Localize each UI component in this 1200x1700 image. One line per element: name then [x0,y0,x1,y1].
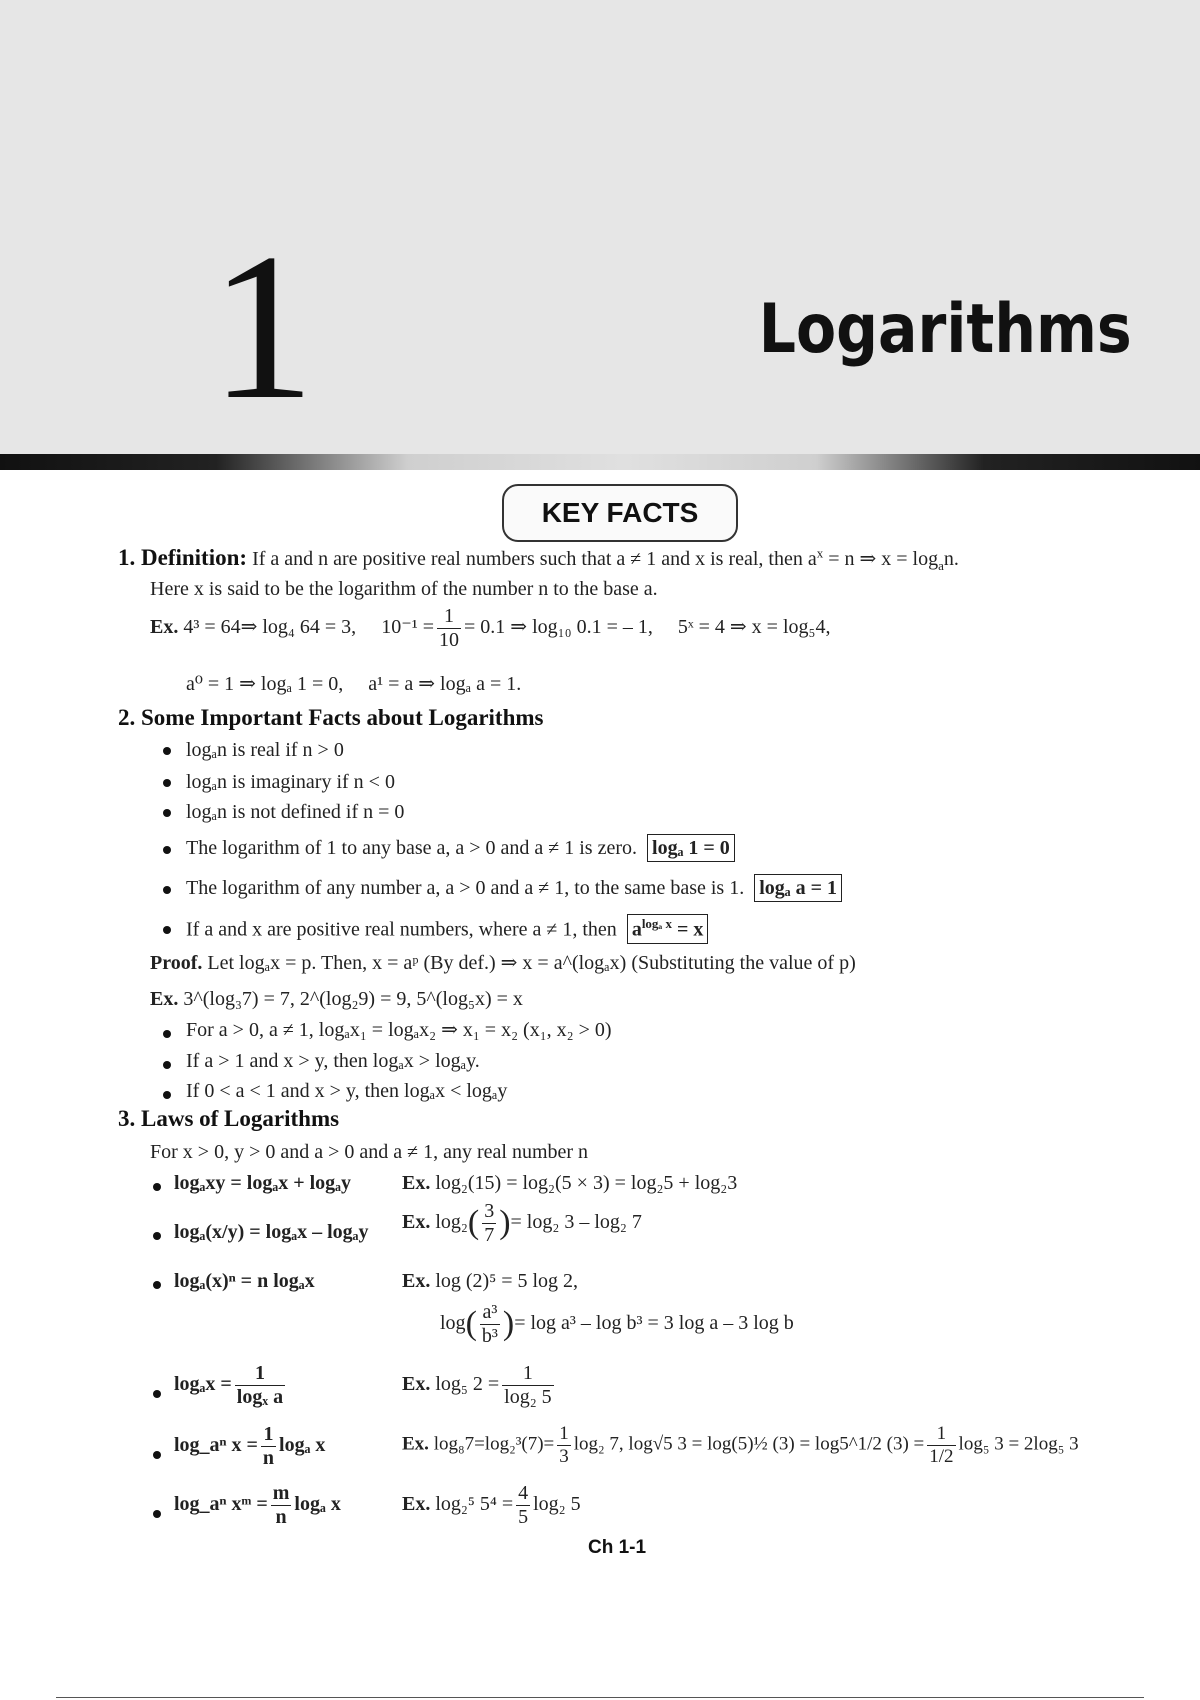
law-1: logₐxy = logₐx + logₐy [174,1172,351,1194]
bullet-icon [153,1281,161,1289]
section-1-heading: 1. Definition: [118,545,248,570]
bullet-icon [153,1183,161,1191]
bullet-icon [163,809,171,817]
fraction: $\frac{1}{n}$ [262,1423,275,1469]
law-2-example: Ex. log₂( $\frac{3}{7}$ )= log₂ 3 – log₂ 7 [402,1200,642,1246]
fraction: $\frac{\text{a³}}{\text{b³}}$ [481,1301,498,1347]
bullet-icon [163,747,171,755]
section-3-heading: 3. Laws of Logarithms [118,1106,340,1131]
section-3-intro: For x > 0, y > 0 and a > 0 and a ≠ 1, any real number n [150,1141,589,1163]
bullet-icon [163,779,171,787]
bullet-icon [163,926,171,934]
proof-example: Ex. 3^(log₃7) = 7, 2^(log₂9) = 9, 5^(log₅x) = x [150,988,523,1010]
proof-line: Proof. Let logₐx = p. Then, x = aᵖ (By def.) ⇒ x = a^(logₐx) (Substituting the value of p) [150,952,856,974]
section-2-heading: 2. Some Important Facts about Logarithms [118,705,544,730]
fraction: $\frac{1}{\text{log₂ 5}}$ [504,1362,552,1408]
fact-2: logₐn is imaginary if n < 0 [186,771,395,793]
fact-9: If 0 < a < 1 and x > y, then logₐx < logₐy [186,1080,508,1102]
chapter-header [0,0,1200,455]
bullet-icon [163,1061,171,1069]
header-divider [0,454,1200,470]
page-footer: Ch 1-1 [588,1537,647,1558]
section-1-line-1: 1. Definition: If a and n are positive real numbers such that a ≠ 1 and x is real, then $a^x = n$ ⇒ $x = \log_an$. [118,545,959,573]
fraction: $\frac{4}{5}$ [518,1482,529,1528]
bullet-icon [153,1451,161,1459]
law-3: logₐ(x)ⁿ = n logₐx [174,1270,315,1292]
section-1-example-row-1: Ex. 4³ = 64⇒ log₄ 64 = 3, 10⁻¹ = $\frac{1}{10}$ = 0.1 ⇒ log₁₀ 0.1 = – 1, 5ˣ = 4 ⇒ x = log₅4, [150,605,831,651]
section-1-text-2: Here x is said to be the logarithm of the number n to the base a. [150,578,658,600]
law-3-example-2: log( $\frac{\text{a³}}{\text{b³}}$ )= log a³ – log b³ = 3 log a – 3 log b [440,1301,794,1347]
law-4: logₐx = $\frac{1}{\text{logₓ a}}$ [174,1362,284,1408]
fraction: $\frac{1}{\text{logₓ a}}$ [236,1362,284,1408]
formula-box: logₐ 1 = 0 [647,834,735,862]
law-6: log_aⁿ xᵐ = $\frac{m}{n}$ logₐ x [174,1482,341,1528]
bullet-icon [163,1091,171,1099]
bullet-icon [153,1510,161,1518]
fraction: $\frac{1}{1/2}$ [929,1423,954,1467]
bullet-icon [153,1390,161,1398]
fact-1: logₐn is real if n > 0 [186,739,344,761]
formula-box: $a^{log_a x} = x$ [627,914,709,944]
fact-8: If a > 1 and x > y, then logₐx > logₐy. [186,1050,480,1072]
law-3-example: Ex. log (2)⁵ = 5 log 2, [402,1270,579,1292]
fraction: $\frac{1}{10}$ [439,605,460,651]
fact-4: The logarithm of 1 to any base a, a > 0 and a ≠ 1 is zero. logₐ 1 = 0 [186,834,735,862]
fact-5: The logarithm of any number a, a > 0 and a ≠ 1, to the same base is 1. logₐ a = 1 [186,874,842,902]
law-6-example: Ex. log₂⁵ 5⁴ = $\frac{4}{5}$ log₂ 5 [402,1482,581,1528]
fraction: $\frac{3}{7}$ [484,1200,495,1246]
formula-box: logₐ a = 1 [754,874,842,902]
chapter-number: 1 [210,211,315,443]
law-2: logₐ(x/y) = logₐx – logₐy [174,1221,369,1243]
law-5-example: Ex. log₈7=log₂³(7)= $\frac{1}{3}$ log₂ 7, log√5 3 = log(5)½ (3) = log5^1/2 (3) = $\frac{1}{1/2}$ log₅ 3 = 2log₅ 3 [402,1423,1079,1467]
bullet-icon [163,886,171,894]
bullet-icon [163,1030,171,1038]
bullet-icon [153,1232,161,1240]
law-4-example: Ex. log₅ 2 = $\frac{1}{\text{log₂ 5}}$ [402,1362,552,1408]
fraction: $\frac{m}{n}$ [272,1482,290,1528]
law-1-example: Ex. log₂(15) = log₂(5 × 3) = log₂5 + log₂3 [402,1172,738,1194]
fraction: $\frac{1}{3}$ [559,1423,569,1467]
law-5: log_aⁿ x = $\frac{1}{n}$ logₐ x [174,1423,326,1469]
section-1-example-row-2: a⁰ = 1 ⇒ logₐ 1 = 0, a¹ = a ⇒ logₐ a = 1. [186,673,522,695]
bullet-icon [163,846,171,854]
bottom-divider [56,1697,1144,1698]
fact-7: For a > 0, a ≠ 1, logₐx₁ = logₐx₂ ⇒ x₁ = x₂ (x₁, x₂ > 0) [186,1019,612,1041]
fact-6: If a and x are positive real numbers, where a ≠ 1, then $a^{log_a x} = x$ [186,914,708,944]
key-facts-badge: KEY FACTS [502,484,738,542]
fact-3: logₐn is not defined if n = 0 [186,801,405,823]
chapter-title: Logarithms [759,290,1132,369]
